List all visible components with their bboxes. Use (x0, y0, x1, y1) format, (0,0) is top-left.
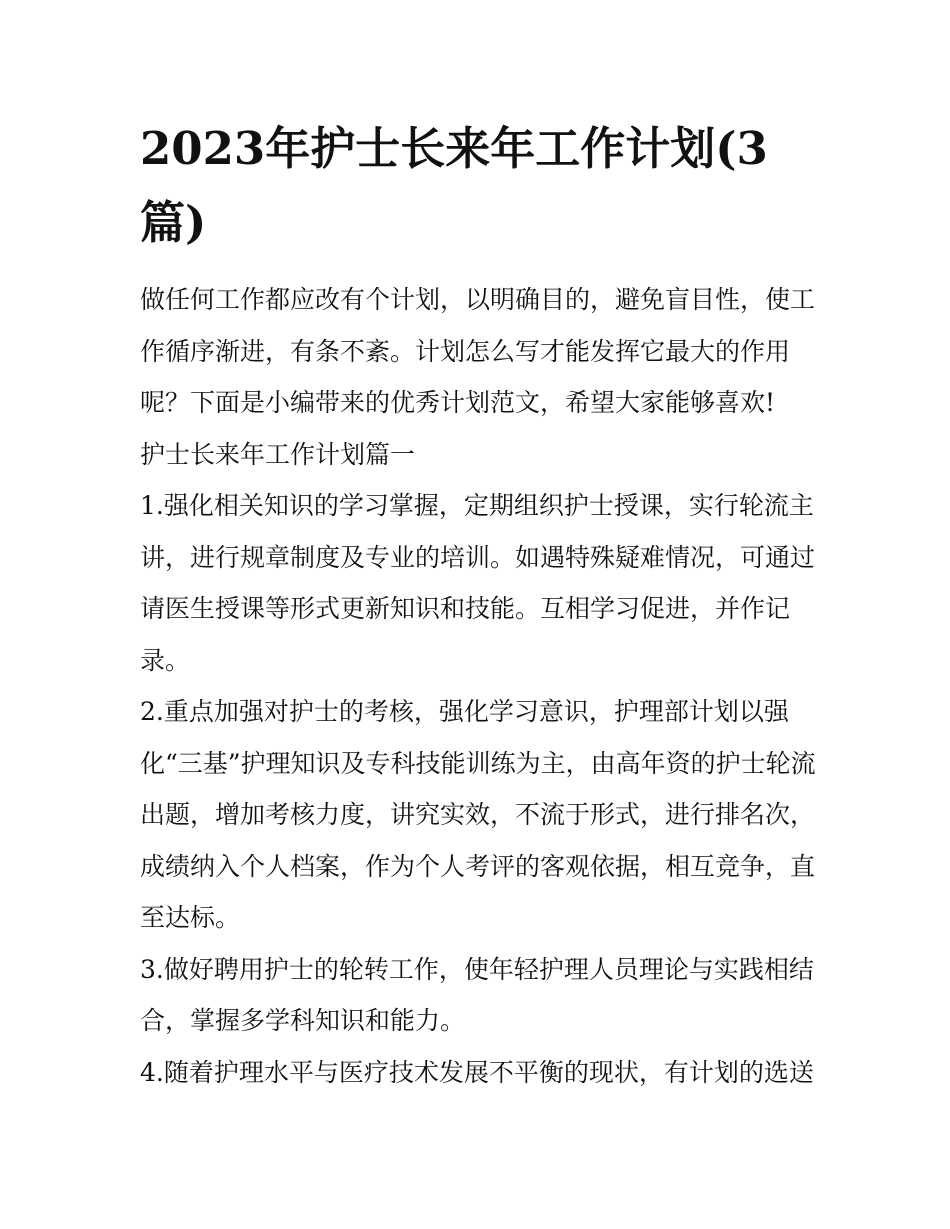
list-item-3: 3.做好聘用护士的轮转工作，使年轻护理人员理论与实践相结合，掌握多学科知识和能力。 (140, 954, 814, 1035)
section-heading: 护士长来年工作计划篇一 (140, 439, 416, 469)
document-body (140, 112, 820, 1098)
list-item-2: 2.重点加强对护士的考核，强化学习意识，护理部计划以强化“三基”护理知识及专科技能训练为主，由高年资的护士轮流出题，增加考核力度，讲究实效，不流于形式，进行排名次，成绩纳入个人档案，作为个人考评的客观依据，相互竞争，直至达标。 (140, 697, 816, 932)
list-item-1: 1.强化相关知识的学习掌握，定期组织护士授课，实行轮流主讲，进行规章制度及专业的培训。如遇特殊疑难情况，可通过请医生授课等形式更新知识和技能。互相学习促进，并作记录。 (140, 491, 816, 675)
document-title: 2023年护士长来年工作计划(3篇) (140, 122, 768, 249)
list-item-4: 4.随着护理水平与医疗技术发展不平衡的现状，有计划的选送 (140, 1057, 814, 1087)
intro-paragraph: 做任何工作都应改有个计划，以明确目的，避免盲目性，使工作循序渐进，有条不紊。计划怎么写才能发挥它最大的作用呢？下面是小编带来的优秀计划范文，希望大家能够喜欢! (140, 285, 816, 417)
